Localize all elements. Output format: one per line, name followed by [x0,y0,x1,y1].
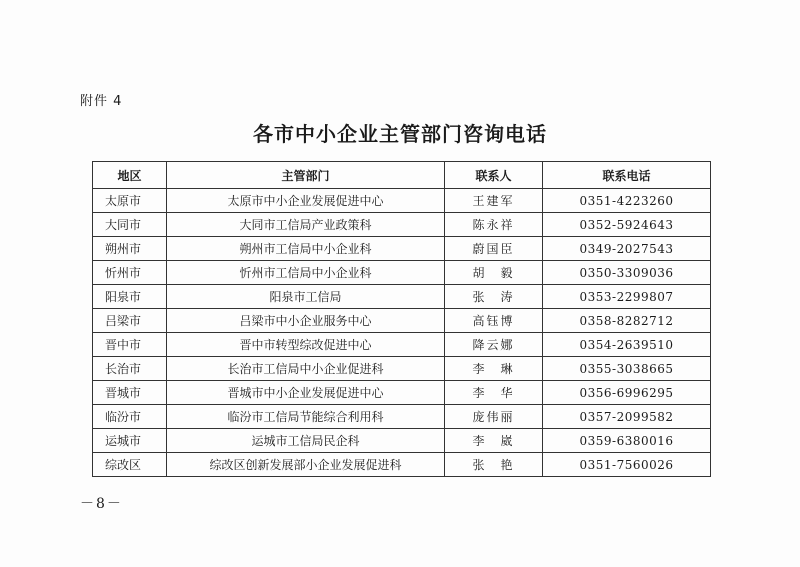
cell-phone: 0353-2299807 [543,285,711,309]
table-row [93,453,711,477]
cell-department: 太原市中小企业发展促进中心 [167,189,445,213]
cell-department: 晋城市中小企业发展促进中心 [167,381,445,405]
cell-phone: 0350-3309036 [543,261,711,285]
cell-region: 阳泉市 [93,285,167,309]
cell-contact: 蔚国臣 [445,237,543,261]
cell-contact: 王建军 [445,189,543,213]
cell-contact: 庞伟丽 [445,405,543,429]
cell-phone: 0349-2027543 [543,237,711,261]
cell-department: 长治市工信局中小企业促进科 [167,357,445,381]
cell-region: 太原市 [93,189,167,213]
cell-department: 朔州市工信局中小企业科 [167,237,445,261]
cell-region: 晋中市 [93,333,167,357]
header-contact: 联系人 [445,162,543,189]
cell-department: 忻州市工信局中小企业科 [167,261,445,285]
table-row [93,405,711,429]
cell-phone: 0357-2099582 [543,405,711,429]
cell-phone: 0358-8282712 [543,309,711,333]
page-number: －8－ [80,496,123,512]
header-phone: 联系电话 [543,162,711,189]
cell-contact: 李 华 [445,381,543,405]
cell-region: 长治市 [93,357,167,381]
attachment-label: 附件 4 [80,94,123,109]
table-row [93,237,711,261]
table-row [93,261,711,285]
cell-department: 阳泉市工信局 [167,285,445,309]
header-department: 主管部门 [167,162,445,189]
cell-phone: 0356-6996295 [543,381,711,405]
cell-department: 晋中市转型综改促进中心 [167,333,445,357]
cell-department: 临汾市工信局节能综合利用科 [167,405,445,429]
cell-phone: 0352-5924643 [543,213,711,237]
table-row [93,381,711,405]
cell-contact: 李 琳 [445,357,543,381]
cell-region: 综改区 [93,453,167,477]
cell-phone: 0351-7560026 [543,453,711,477]
page-title: 各市中小企业主管部门咨询电话 [253,122,547,146]
cell-department: 综改区创新发展部小企业发展促进科 [167,453,445,477]
cell-region: 朔州市 [93,237,167,261]
cell-contact: 张 涛 [445,285,543,309]
cell-department: 大同市工信局产业政策科 [167,213,445,237]
cell-contact: 陈永祥 [445,213,543,237]
cell-region: 忻州市 [93,261,167,285]
cell-region: 运城市 [93,429,167,453]
cell-phone: 0355-3038665 [543,357,711,381]
cell-department: 吕梁市中小企业服务中心 [167,309,445,333]
cell-region: 吕梁市 [93,309,167,333]
cell-phone: 0359-6380016 [543,429,711,453]
cell-region: 晋城市 [93,381,167,405]
cell-region: 大同市 [93,213,167,237]
contact-table [92,161,711,477]
table-row [93,285,711,309]
cell-department: 运城市工信局民企科 [167,429,445,453]
table-row [93,429,711,453]
cell-contact: 高钰博 [445,309,543,333]
table-row [93,309,711,333]
cell-contact: 张 艳 [445,453,543,477]
table-row [93,189,711,213]
table-row [93,213,711,237]
cell-contact: 降云娜 [445,333,543,357]
cell-phone: 0351-4223260 [543,189,711,213]
cell-contact: 李 崴 [445,429,543,453]
cell-region: 临汾市 [93,405,167,429]
cell-contact: 胡 毅 [445,261,543,285]
header-region: 地区 [93,162,167,189]
cell-phone: 0354-2639510 [543,333,711,357]
table-row [93,357,711,381]
table-row [93,333,711,357]
table-header-row [93,162,711,189]
